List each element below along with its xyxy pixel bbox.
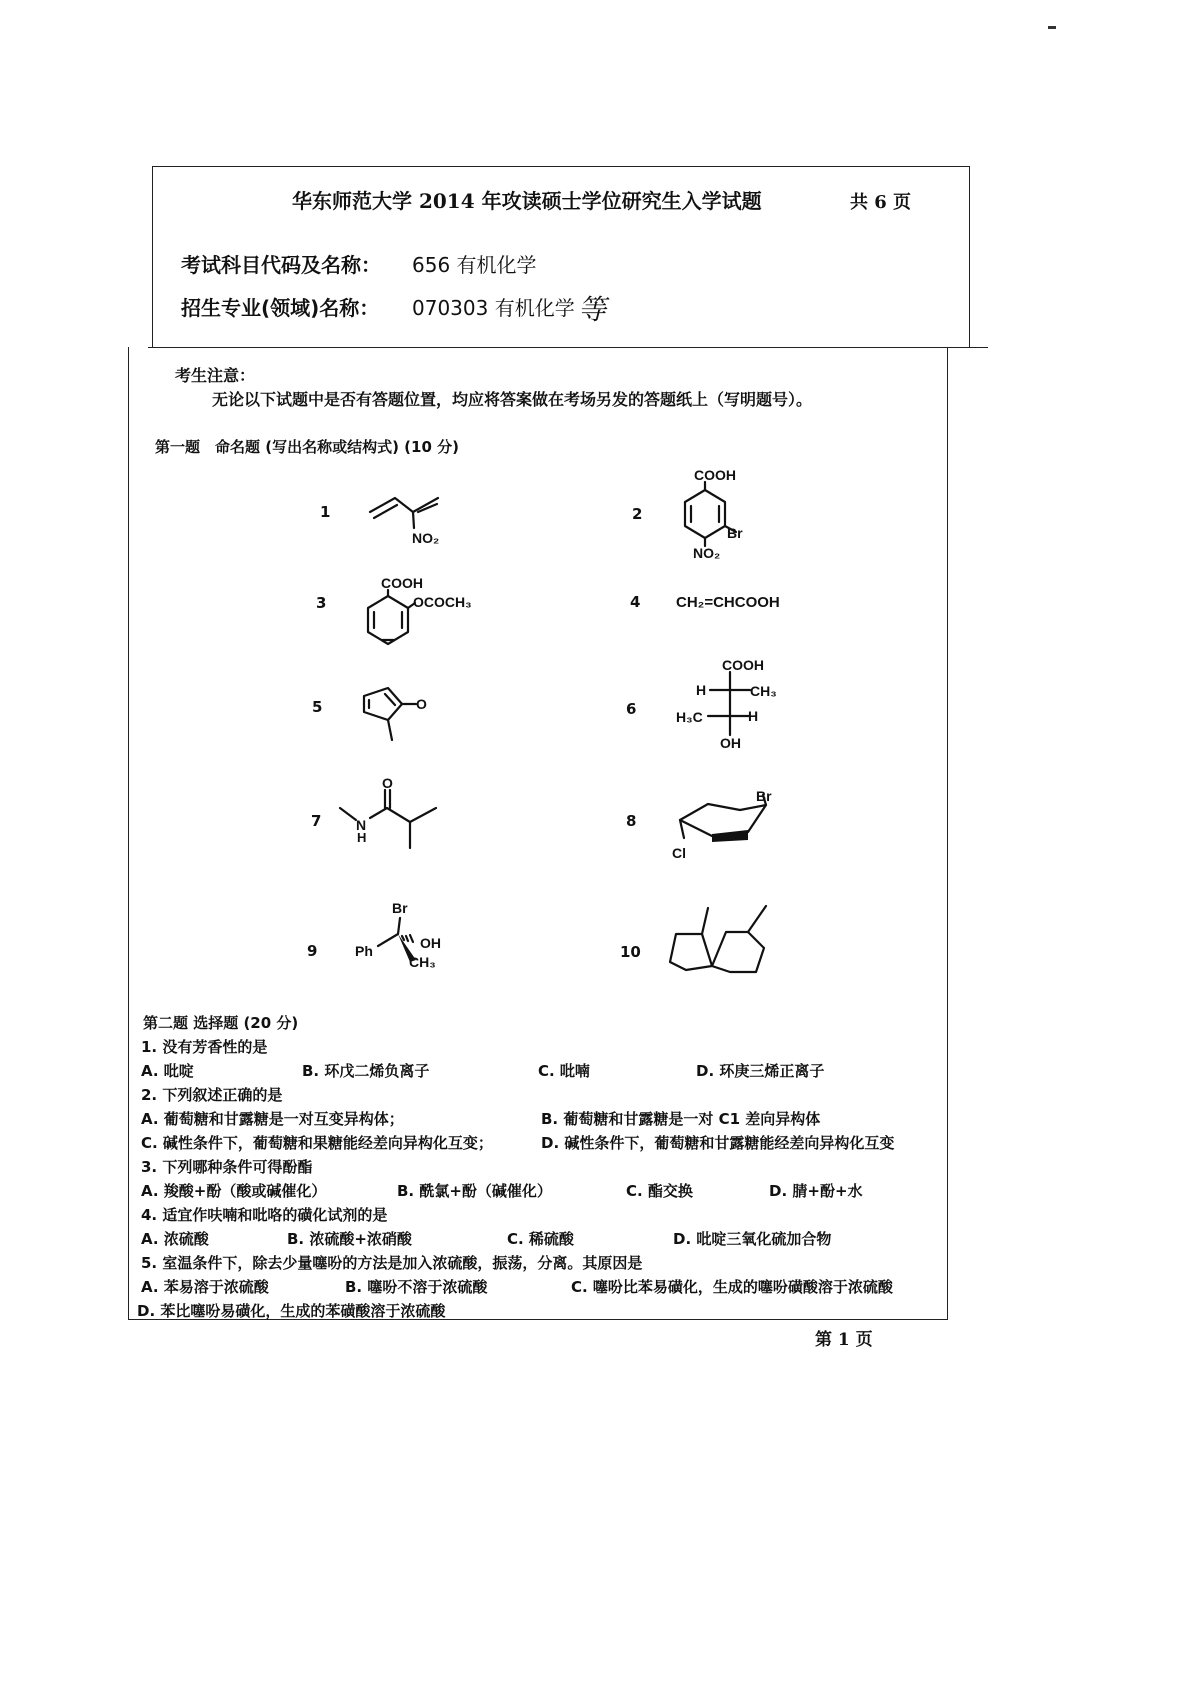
option-text: A. 吡啶	[141, 1062, 194, 1080]
nitrogen-label: N	[356, 817, 367, 833]
option-text: C. 稀硫酸	[507, 1230, 574, 1248]
subject-label: 考试科目代码及名称：	[181, 253, 381, 277]
question-number: 2	[632, 505, 643, 523]
section2-title: 第二题 选择题 (20 分)	[143, 1014, 299, 1032]
hydroxyl-label: OH	[720, 735, 741, 751]
option-text: A. 葡萄糖和甘露糖是一对互变异构体；	[141, 1110, 404, 1128]
option-text: D. 吡啶三氧化硫加合物	[673, 1230, 832, 1248]
carboxyl-label: COOH	[694, 467, 736, 483]
carbonyl-oxygen-label: O	[416, 696, 427, 712]
option-text: B. 环戊二烯负离子	[302, 1062, 430, 1080]
major-label: 招生专业(领域)名称：	[181, 296, 380, 320]
option-text: C. 吡喃	[538, 1062, 590, 1080]
structure-1	[370, 498, 439, 546]
major-value: 070303 有机化学	[412, 296, 575, 320]
acetoxy-label: OCOCH₃	[413, 594, 472, 610]
question-number: 4	[630, 593, 641, 611]
option-text: B. 噻吩不溶于浓硫酸	[345, 1278, 488, 1296]
structure-5	[364, 688, 427, 740]
notice-title: 考生注意：	[175, 366, 256, 385]
option-text: B. 酰氯+酚（碱催化）	[397, 1182, 552, 1200]
methyl-label: CH₃	[409, 954, 436, 970]
option-text: D. 腈+酚+水	[769, 1182, 863, 1200]
option-text: A. 浓硫酸	[141, 1230, 209, 1248]
question-stem: 4. 适宜作呋喃和吡咯的磺化试剂的是	[141, 1206, 388, 1224]
hydrogen-label: H	[748, 708, 759, 724]
hydrogen-label: H	[696, 682, 707, 698]
major-handwritten: 等	[578, 293, 607, 326]
exam-title: 华东师范大学 2014 年攻读硕士学位研究生入学试题	[292, 189, 762, 213]
carboxyl-label: COOH	[381, 575, 423, 591]
option-text: D. 环庚三烯正离子	[696, 1062, 825, 1080]
option-text: C. 酯交换	[626, 1182, 693, 1200]
option-text: B. 葡萄糖和甘露糖是一对 C1 差向异构体	[541, 1110, 821, 1128]
option-text: B. 浓硫酸+浓硝酸	[287, 1230, 412, 1248]
hydroxyl-label: OH	[420, 935, 441, 951]
total-pages: 共 6 页	[850, 192, 912, 213]
question-stem: 5. 室温条件下，除去少量噻吩的方法是加入浓硫酸，振荡，分离。其原因是	[141, 1254, 643, 1272]
structure-10	[670, 906, 766, 972]
carboxyl-label: COOH	[722, 657, 764, 673]
structure-8	[672, 788, 772, 861]
subject-value: 656 有机化学	[412, 253, 537, 277]
structure-2	[685, 467, 743, 561]
methyl-label: H₃C	[676, 709, 703, 725]
question-stem: 1. 没有芳香性的是	[141, 1038, 268, 1056]
option-text: C. 噻吩比苯易磺化，生成的噻吩磺酸溶于浓硫酸	[571, 1278, 893, 1296]
structure-3	[368, 575, 472, 644]
phenyl-label: Ph	[355, 943, 373, 959]
carbonyl-oxygen-label: O	[382, 775, 393, 791]
structure-9	[355, 900, 441, 970]
notice-text: 无论以下试题中是否有答题位置，均应将答案做在考场另发的答题纸上（写明题号）。	[212, 390, 813, 409]
bromo-label: Br	[756, 788, 772, 804]
structure-4-formula: CH₂=CHCOOH	[676, 594, 780, 611]
question-number: 3	[316, 594, 327, 612]
question-stem: 2. 下列叙述正确的是	[141, 1086, 283, 1104]
question-number: 5	[312, 698, 323, 716]
nitro-label: NO₂	[693, 545, 721, 561]
option-text: C. 碱性条件下，葡萄糖和果糖能经差向异构化互变；	[141, 1134, 493, 1152]
question-number: 10	[620, 943, 641, 961]
question-stem: 3. 下列哪种条件可得酚酯	[141, 1158, 313, 1176]
bromo-label: Br	[727, 525, 743, 541]
section1-title: 第一题 命名题 (写出名称或结构式) (10 分)	[155, 438, 459, 456]
option-text: D. 苯比噻吩易磺化，生成的苯磺酸溶于浓硫酸	[137, 1302, 446, 1320]
question-number: 6	[626, 700, 637, 718]
question-number: 1	[320, 503, 331, 521]
nitro-label: NO₂	[412, 530, 440, 546]
structure-6	[676, 657, 777, 751]
bromo-label: Br	[392, 900, 408, 916]
amide-hydrogen-label: H	[357, 830, 367, 845]
question-number: 9	[307, 942, 318, 960]
page-number: 第 1 页	[815, 1330, 873, 1350]
chloro-label: Cl	[672, 845, 686, 861]
question-number: 7	[311, 812, 322, 830]
option-text: D. 碱性条件下，葡萄糖和甘露糖能经差向异构化互变	[541, 1134, 895, 1152]
question-number: 8	[626, 812, 637, 830]
option-text: A. 苯易溶于浓硫酸	[141, 1278, 269, 1296]
methyl-label: CH₃	[750, 683, 777, 699]
option-text: A. 羧酸+酚（酸或碱催化）	[141, 1182, 327, 1200]
structure-7	[340, 775, 436, 848]
